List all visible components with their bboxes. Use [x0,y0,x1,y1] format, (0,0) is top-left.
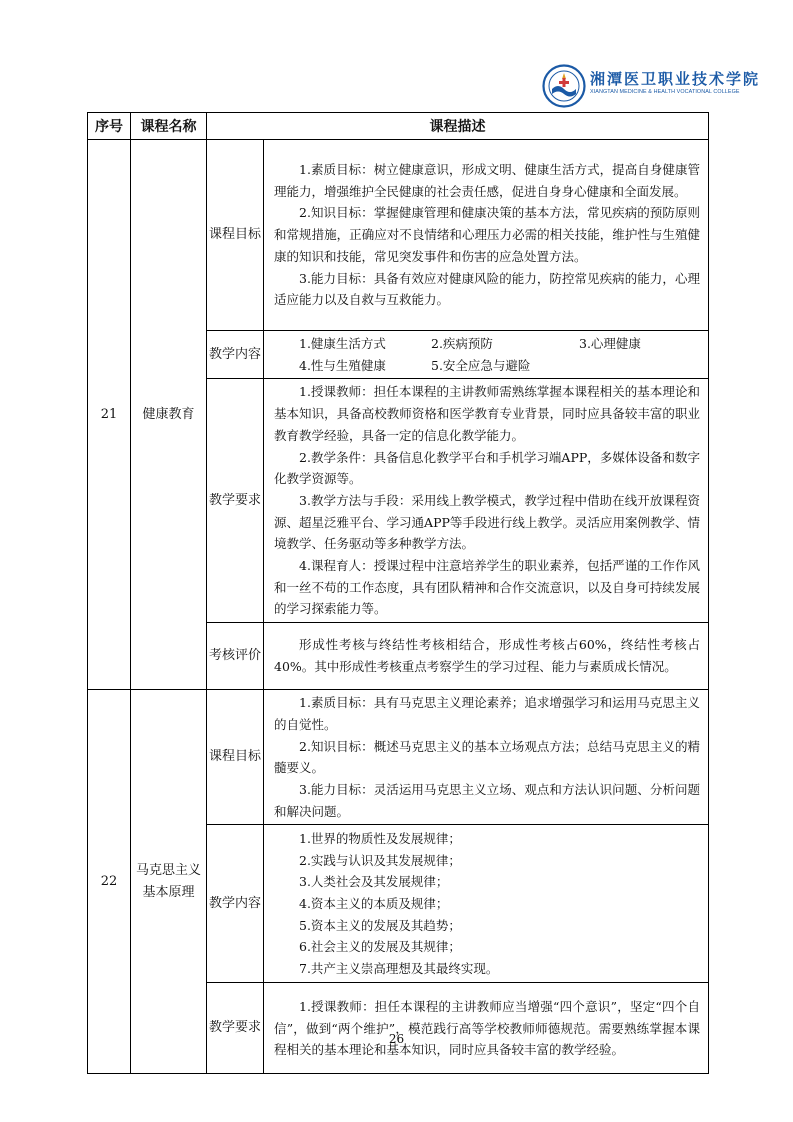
school-name [590,70,761,96]
header-no: 序号 [88,113,131,140]
evaluation-text: 形成性考核与终结性考核相结合，形成性考核占60%，终结性考核占40%。其中形成性考核重点考察学生的学习过程、能力与素质成长情况。 [274,637,700,675]
content-item: 1.健康生活方式 [299,336,386,351]
content-row [274,355,700,377]
evaluation-cell [264,623,709,690]
requirements-cell [264,983,709,1074]
goal-item: 3.能力目标：灵活运用马克思主义立场、观点和方法认识问题、分析问题和解决问题。 [274,781,700,819]
content-label: 教学内容 [207,825,264,983]
content-item: 2.实践与认识及其发展规律； [299,852,461,868]
content-item: 7.共产主义崇高理想及其最终实现。 [299,961,499,977]
content-item: 5.安全应急与避险 [431,357,531,373]
page-number: 26 [388,1032,405,1046]
evaluation-label: 考核评价 [207,623,264,690]
content-item: 4.资本主义的本质及规律； [299,896,449,911]
content-row [274,333,700,355]
requirement-item: 2.教学条件：具备信息化教学平台和手机学习端APP，多媒体设备和数字化教学资源等。 [274,449,700,487]
goal-item: 2.知识目标：概述马克思主义的基本立场观点方法；总结马克思主义的精髓要义。 [274,738,700,776]
course-no: 21 [88,140,131,690]
content-item: 5.资本主义的发展及其趋势； [299,917,461,933]
header-desc: 课程描述 [207,113,709,140]
content-cell [264,825,709,983]
table-row [88,690,709,825]
school-logo-icon [542,64,586,108]
content-item: 6.社会主义的发展及其规律； [299,939,461,955]
course-name: 马克思主义基本原理 [131,690,207,1074]
course-table [87,112,709,1074]
content-cell [264,331,709,379]
table-row [88,140,709,331]
course-no: 22 [88,690,131,1074]
requirements-label: 教学要求 [207,983,264,1074]
content-item: 3.人类社会及其发展规律； [299,874,449,890]
table-header-row [88,113,709,140]
goal-item: 1.素质目标：具有马克思主义理论素养；追求增强学习和运用马克思主义的自觉性。 [274,695,700,732]
goal-item: 3.能力目标：具备有效应对健康风险的能力，防控常见疾病的能力，心理适应能力以及自救与互救能力。 [274,270,700,308]
requirement-item: 4.课程育人：授课过程中注意培养学生的职业素养，包括严谨的工作作风和一丝不苟的工作态度，具有团队精神和合作交流意识，以及自身可持续发展的学习探索能力等。 [274,558,700,617]
content-item: 1.世界的物质性及发展规律； [299,830,461,846]
requirement-item: 3.教学方法与手段：采用线上教学模式，教学过程中借助在线开放课程资源、超星泛雅平台、学习通APP等手段进行线上教学。灵活应用案例教学、情境教学、任务驱动等多种教学方法。 [274,492,700,552]
goals-cell [264,690,709,825]
content-item: 3.心理健康 [579,336,641,351]
goals-cell [264,140,709,331]
content-label: 教学内容 [207,331,264,379]
goal-item: 1.素质目标：树立健康意识，形成文明、健康生活方式，提高自身健康管理能力，增强维护全民健康的社会责任感，促进自身身心健康和全面发展。 [274,162,700,199]
school-name-cn: 湘潭医卫职业技术学院 [590,70,761,88]
course-name: 健康教育 [131,140,207,690]
goals-label: 课程目标 [207,690,264,825]
requirements-cell [264,379,709,623]
header-name: 课程名称 [131,113,207,140]
page-header [0,0,793,112]
requirement-item: 1.授课教师：担任本课程的主讲教师需熟练掌握本课程相关的基本理论和基本知识，具备高校教师资格和医学教育专业背景，同时应具备较丰富的职业教育教学经验，具备一定的信息化教学能力。 [274,384,700,443]
requirements-label: 教学要求 [207,379,264,623]
content-item: 2.疾病预防 [431,336,493,351]
school-name-en: XIANGTAN MEDICINE & HEALTH VOCATIONAL COLLEGE [590,89,740,95]
requirement-item: 1.授课教师：担任本课程的主讲教师应当增强“四个意识”，坚定“四个自信”，做到“两个维护”，模范践行高等学校教师师德规范。需要熟练掌握本课程相关的基本理论和基本知识，同时应具备较丰富的教学经验。 [274,998,700,1058]
goal-item: 2.知识目标：掌握健康管理和健康决策的基本方法，常见疾病的预防原则和常规措施，正确应对不良情绪和心理压力必需的相关技能，维护性与生殖健康的知识和技能，常见突发事件和伤害的应急处置方法。 [274,205,700,264]
goals-label: 课程目标 [207,140,264,331]
content-item: 4.性与生殖健康 [299,357,386,373]
